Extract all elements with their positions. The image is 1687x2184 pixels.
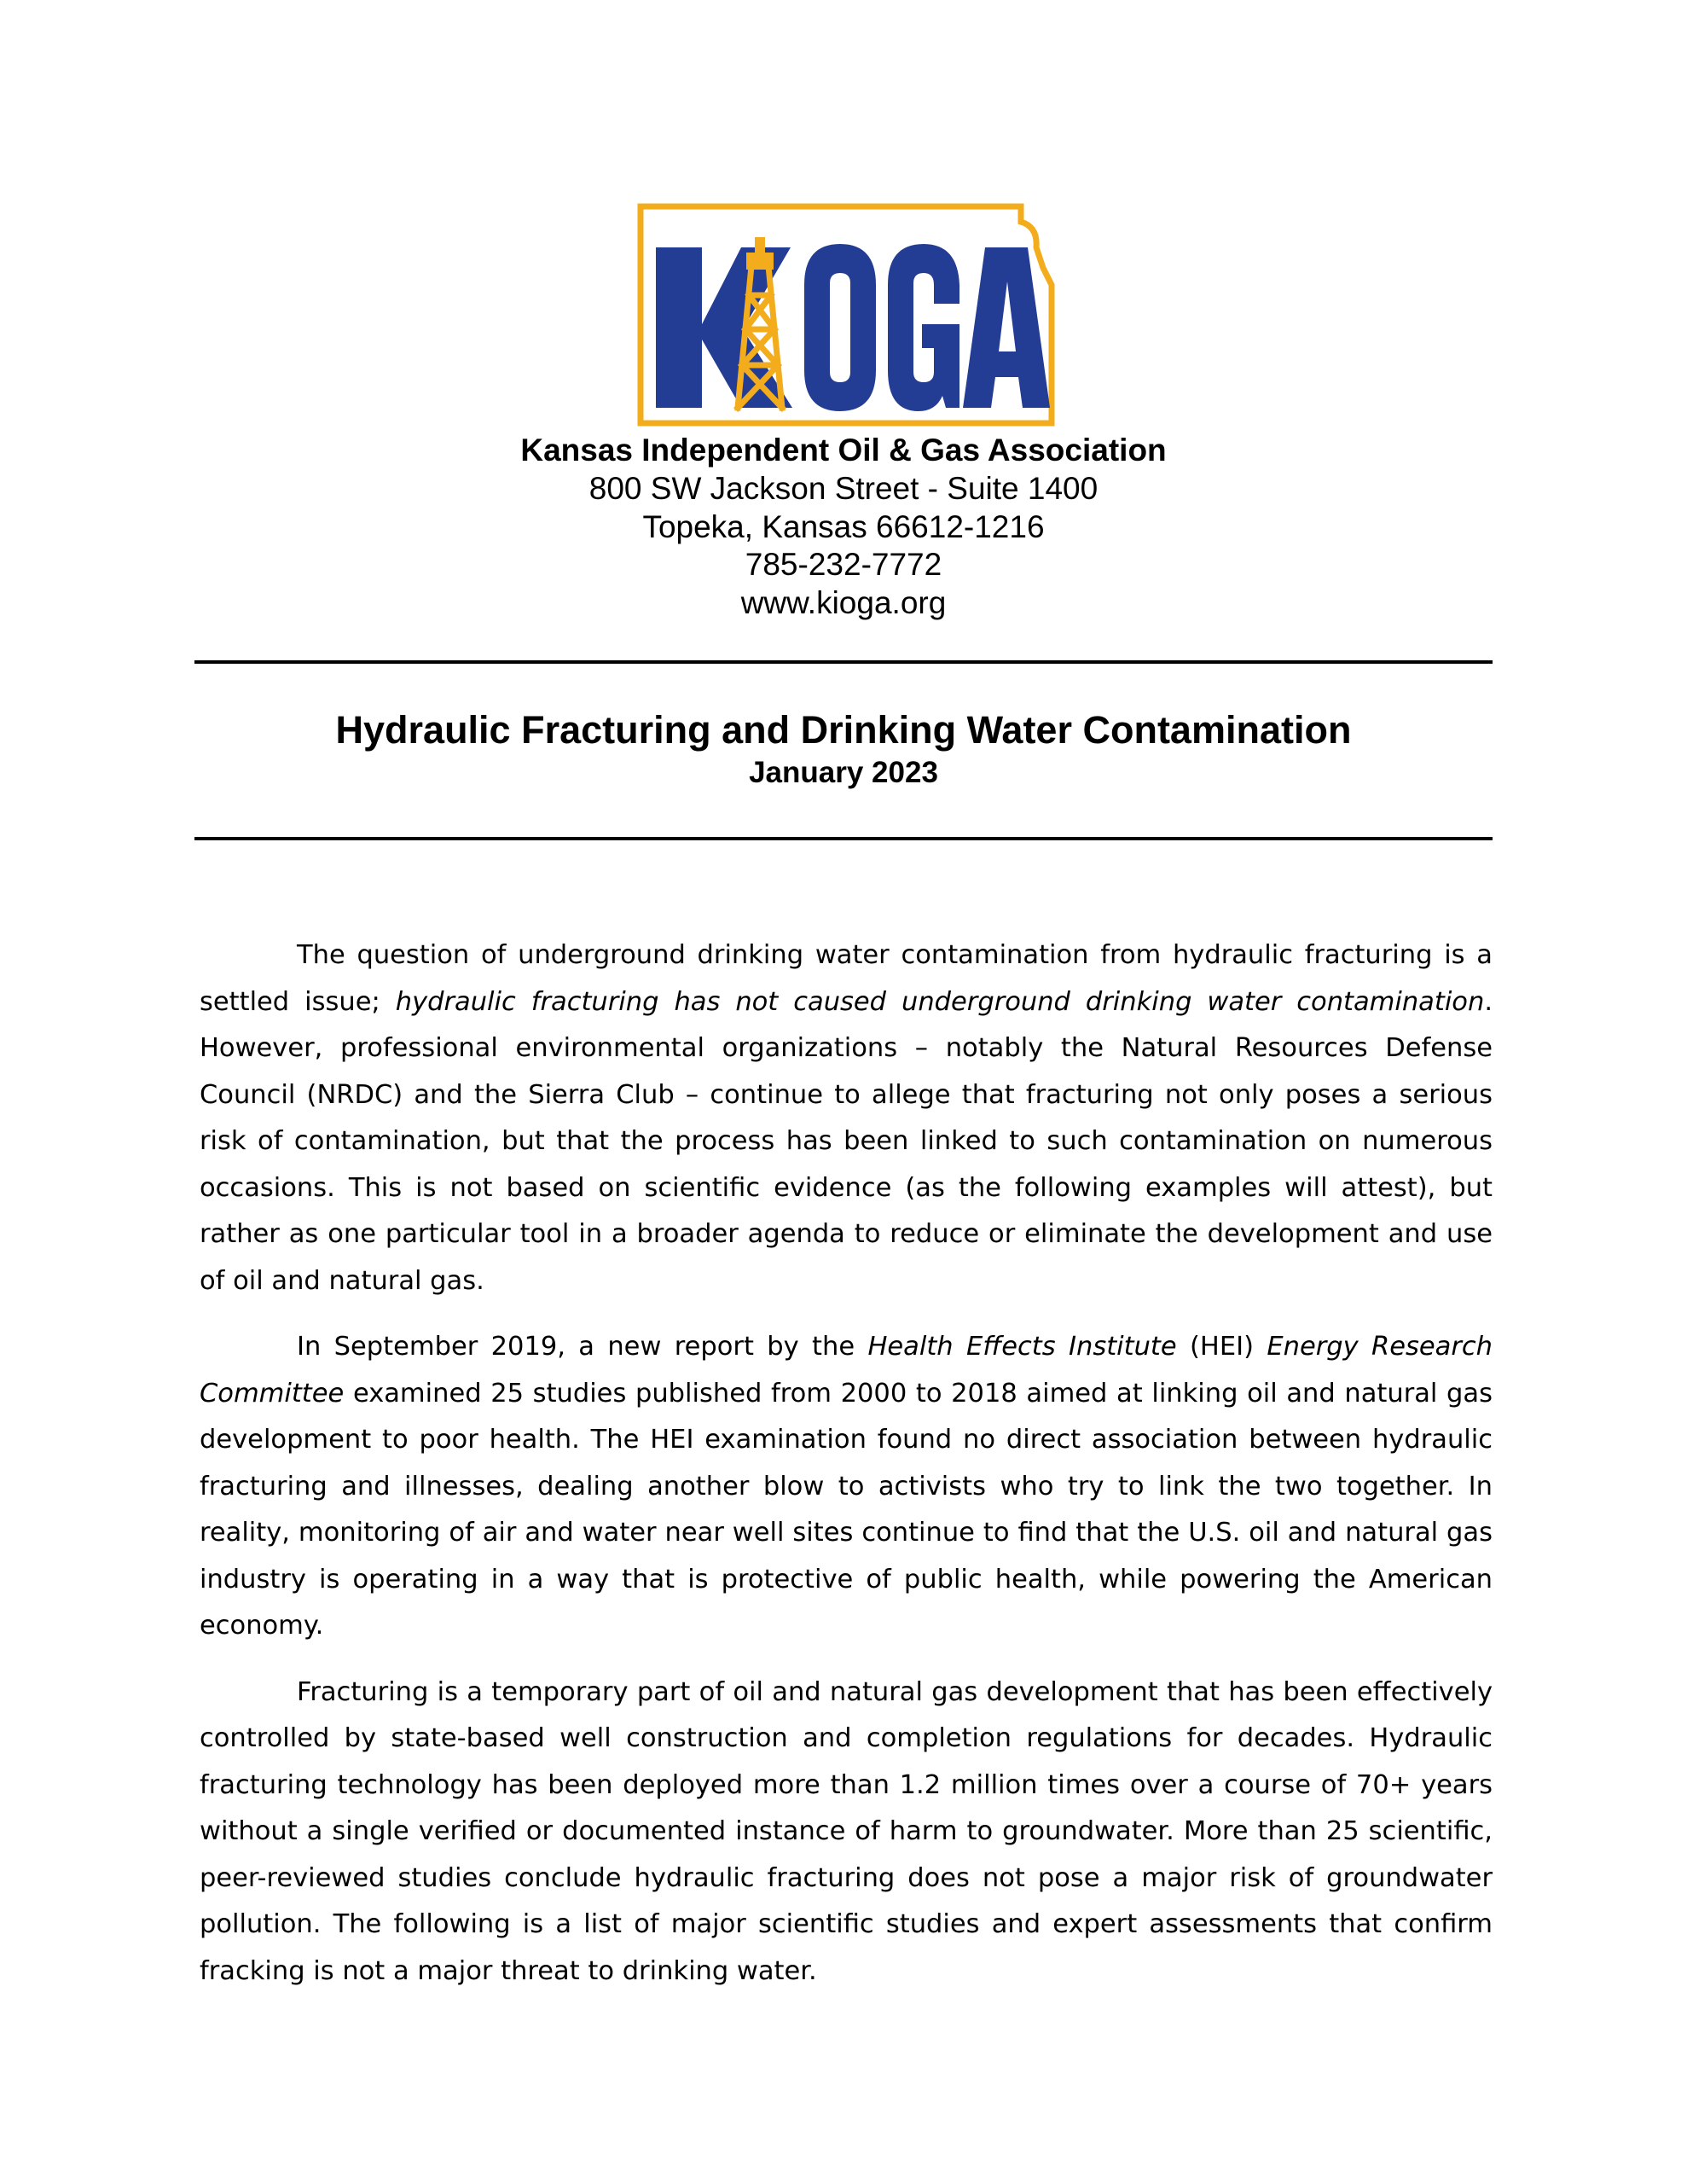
paragraph-2 bbox=[200, 1324, 1493, 1650]
paragraph-1 bbox=[200, 932, 1493, 1304]
paragraph-2-text-e: examined 25 studies published from 2000 to 2018 aimed at linking oil and natural gas development to poor health. The HEI examination found no direct association between hydraulic fracturing and illnesses, dealing another blow to activists who try to link the two together. In reality, monitoring of air and water near well sites continue to find that the U.S. oil and natural gas industry is operating in a way that is protective of public health, while powering the American economy. bbox=[200, 1378, 1493, 1641]
address-line-2: Topeka, Kansas 66612-1216 bbox=[642, 508, 1045, 544]
paragraph-1-text-a: The question of underground drinking water contamination from hydraulic fracturing is a settled issue; bbox=[200, 940, 1493, 1017]
document-body bbox=[200, 932, 1493, 2014]
paragraph-1-emphasis: hydraulic fracturing has not caused underground drinking water contamination bbox=[395, 986, 1485, 1017]
address-line-1: 800 SW Jackson Street - Suite 1400 bbox=[588, 471, 1099, 506]
document-date: January 2023 bbox=[749, 756, 938, 789]
organization-name: Kansas Independent Oil & Gas Association bbox=[520, 433, 1167, 468]
paragraph-3: Fracturing is a temporary part of oil and natural gas development that has been effectively controlled by state-based well construction and completion regulations for decades. Hydraulic fracturing technology has been deployed more than 1.2 million times over a course of 70+ years without a single verified or documented instance of harm to groundwater. More than 25 scientific, peer-reviewed studies conclude hydraulic fracturing does not pose a major risk of groundwater pollution. The following is a list of major scientific studies and expert assessments that confirm fracking is not a major threat to drinking water. bbox=[200, 1676, 1493, 1986]
kansas-state-outline-icon bbox=[637, 203, 1055, 427]
document-title: Hydraulic Fracturing and Drinking Water Contamination bbox=[335, 708, 1352, 752]
paragraph-2-emphasis-hei: Health Effects Institute bbox=[867, 1332, 1177, 1362]
paragraph-2-text-a: In September 2019, a new report by the bbox=[297, 1332, 868, 1362]
paragraph-2-text-c: (HEI) bbox=[1176, 1332, 1267, 1362]
bottom-divider bbox=[194, 837, 1493, 840]
letterhead bbox=[0, 431, 1687, 622]
paragraph-1-text-c: . However, professional environmental organizations – notably the Natural Resources Defense Council (NRDC) and the Sierra Club – continue to allege that fracturing not only poses a serious risk of contamination, but that the process has been linked to such contamination on numerous occasions. This is not based on scientific evidence (as the following examples will attest), but rather as one particular tool in a broader agenda to reduce or eliminate the development and use of oil and natural gas. bbox=[200, 986, 1493, 1296]
paragraph-2-emphasis-committee: Energy Research Committee bbox=[200, 1332, 1493, 1409]
phone-number: 785-232-7772 bbox=[745, 547, 942, 582]
kioga-logo bbox=[637, 203, 1055, 427]
website: www.kioga.org bbox=[740, 584, 947, 620]
title-block bbox=[0, 706, 1687, 792]
top-divider bbox=[194, 660, 1493, 664]
